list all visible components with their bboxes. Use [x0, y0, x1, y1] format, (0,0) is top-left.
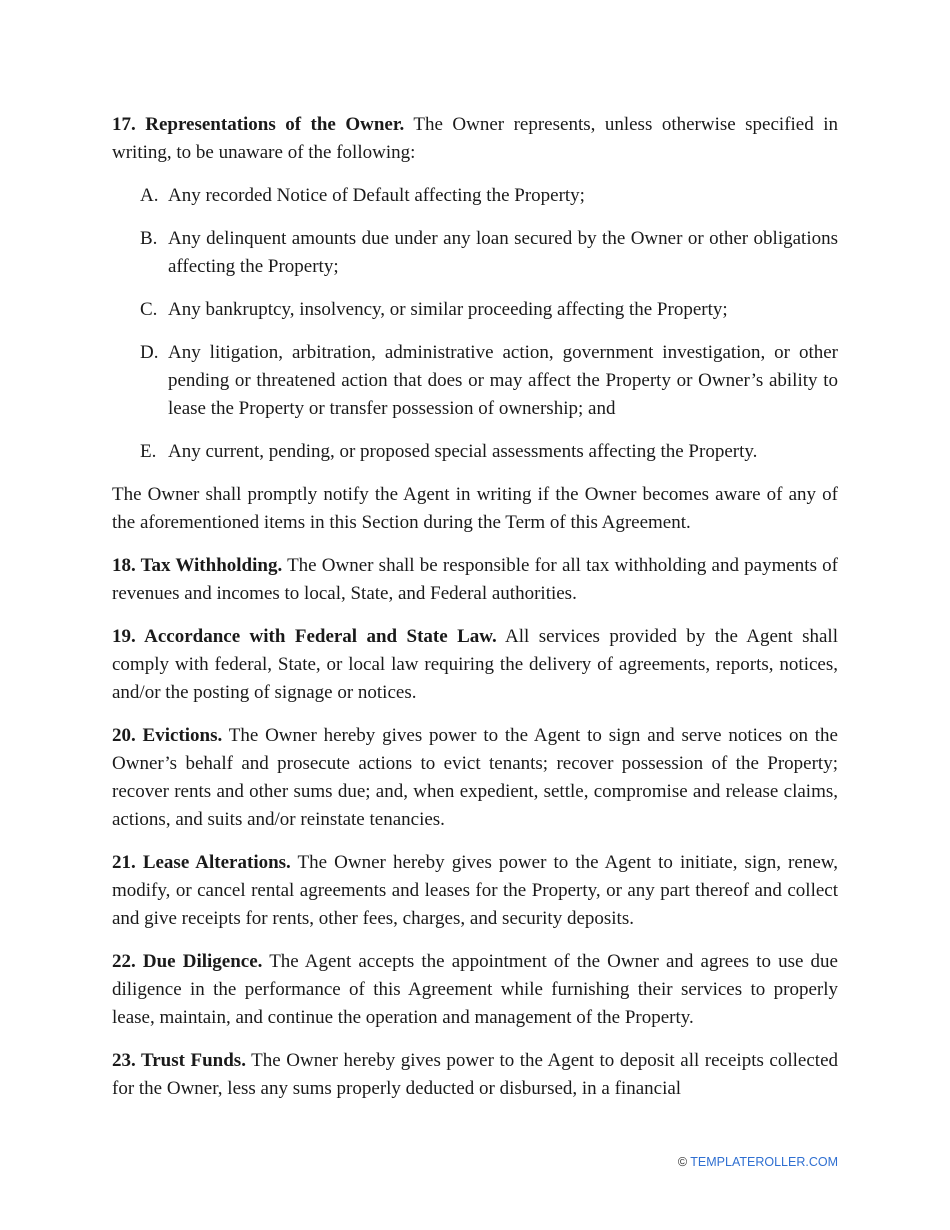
section-17-closing: The Owner shall promptly notify the Agent in writing if the Owner becomes aware of any of the aforementioned items in this Section during the Term of this Agreement. [112, 484, 838, 533]
list-item-text: Any recorded Notice of Default affecting the Property; [168, 185, 585, 206]
footer-credit [678, 1154, 838, 1170]
section-18-body: The Owner shall be responsible for all tax withholding and payments of revenues and incomes to local, State, and Federal authorities. [112, 555, 838, 604]
section-23 [112, 1047, 838, 1103]
copyright-symbol: © [677, 1155, 691, 1169]
list-item-e [112, 438, 838, 466]
section-20 [112, 722, 838, 834]
section-21-body: The Owner hereby gives power to the Agent to initiate, sign, renew, modify, or cancel rental agreements and leases for the Property, or any part thereof and collect and give receipts for rents, other fees, charges, and security deposits. [112, 852, 838, 929]
list-marker: C. [140, 299, 158, 320]
list-item-c [112, 296, 838, 324]
section-18-heading: 18. Tax Withholding. [112, 555, 283, 576]
list-item-b [112, 225, 838, 281]
list-item-a [112, 182, 838, 210]
section-21 [112, 849, 838, 933]
section-20-heading: 20. Evictions. [112, 725, 223, 746]
section-20-body: The Owner hereby gives power to the Agent to sign and serve notices on the Owner’s behalf and prosecute actions to evict tenants; recover possession of the Property; recover rents and other sums due; and, when expedient, settle, compromise and release claims, actions, and suits and/or reinstate tenancies. [112, 725, 838, 830]
section-22 [112, 948, 838, 1032]
section-19-heading: 19. Accordance with Federal and State Law. [112, 626, 497, 647]
list-item-text: Any current, pending, or proposed special assessments affecting the Property. [168, 441, 758, 462]
list-item-text: Any litigation, arbitration, administrative action, government investigation, or other pending or threatened action that does or may affect the Property or Owner’s ability to lease the Property or transfer possession of ownership; and [168, 342, 838, 419]
section-22-body: The Agent accepts the appointment of the Owner and agrees to use due diligence in the performance of this Agreement while furnishing their services to properly lease, maintain, and continue the operation and management of the Property. [112, 951, 838, 1028]
section-17-heading: 17. Representations of the Owner. [112, 114, 405, 135]
templateroller-link[interactable]: TEMPLATEROLLER.COM [690, 1155, 838, 1169]
list-marker: A. [140, 185, 159, 206]
section-22-heading: 22. Due Diligence. [112, 951, 263, 972]
list-item-text: Any delinquent amounts due under any loan secured by the Owner or other obligations affecting the Property; [168, 228, 838, 277]
section-18 [112, 552, 838, 608]
section-19-body: All services provided by the Agent shall comply with federal, State, or local law requiring the delivery of agreements, reports, notices, and/or the posting of signage or notices. [112, 626, 838, 703]
document-page [112, 111, 838, 1118]
section-17-intro-text: The Owner represents, unless otherwise specified in writing, to be unaware of the following: [112, 114, 838, 163]
list-item-d [112, 339, 838, 423]
section-17-intro [112, 111, 838, 167]
section-19 [112, 623, 838, 707]
list-marker: D. [140, 342, 159, 363]
list-marker: E. [140, 441, 157, 462]
list-item-text: Any bankruptcy, insolvency, or similar proceeding affecting the Property; [168, 299, 728, 320]
list-marker: B. [140, 228, 158, 249]
section-23-body: The Owner hereby gives power to the Agent to deposit all receipts collected for the Owner, less any sums properly deducted or disbursed, in a financial [112, 1050, 838, 1099]
section-17-list [112, 182, 838, 466]
section-21-heading: 21. Lease Alterations. [112, 852, 291, 873]
section-23-heading: 23. Trust Funds. [112, 1050, 246, 1071]
